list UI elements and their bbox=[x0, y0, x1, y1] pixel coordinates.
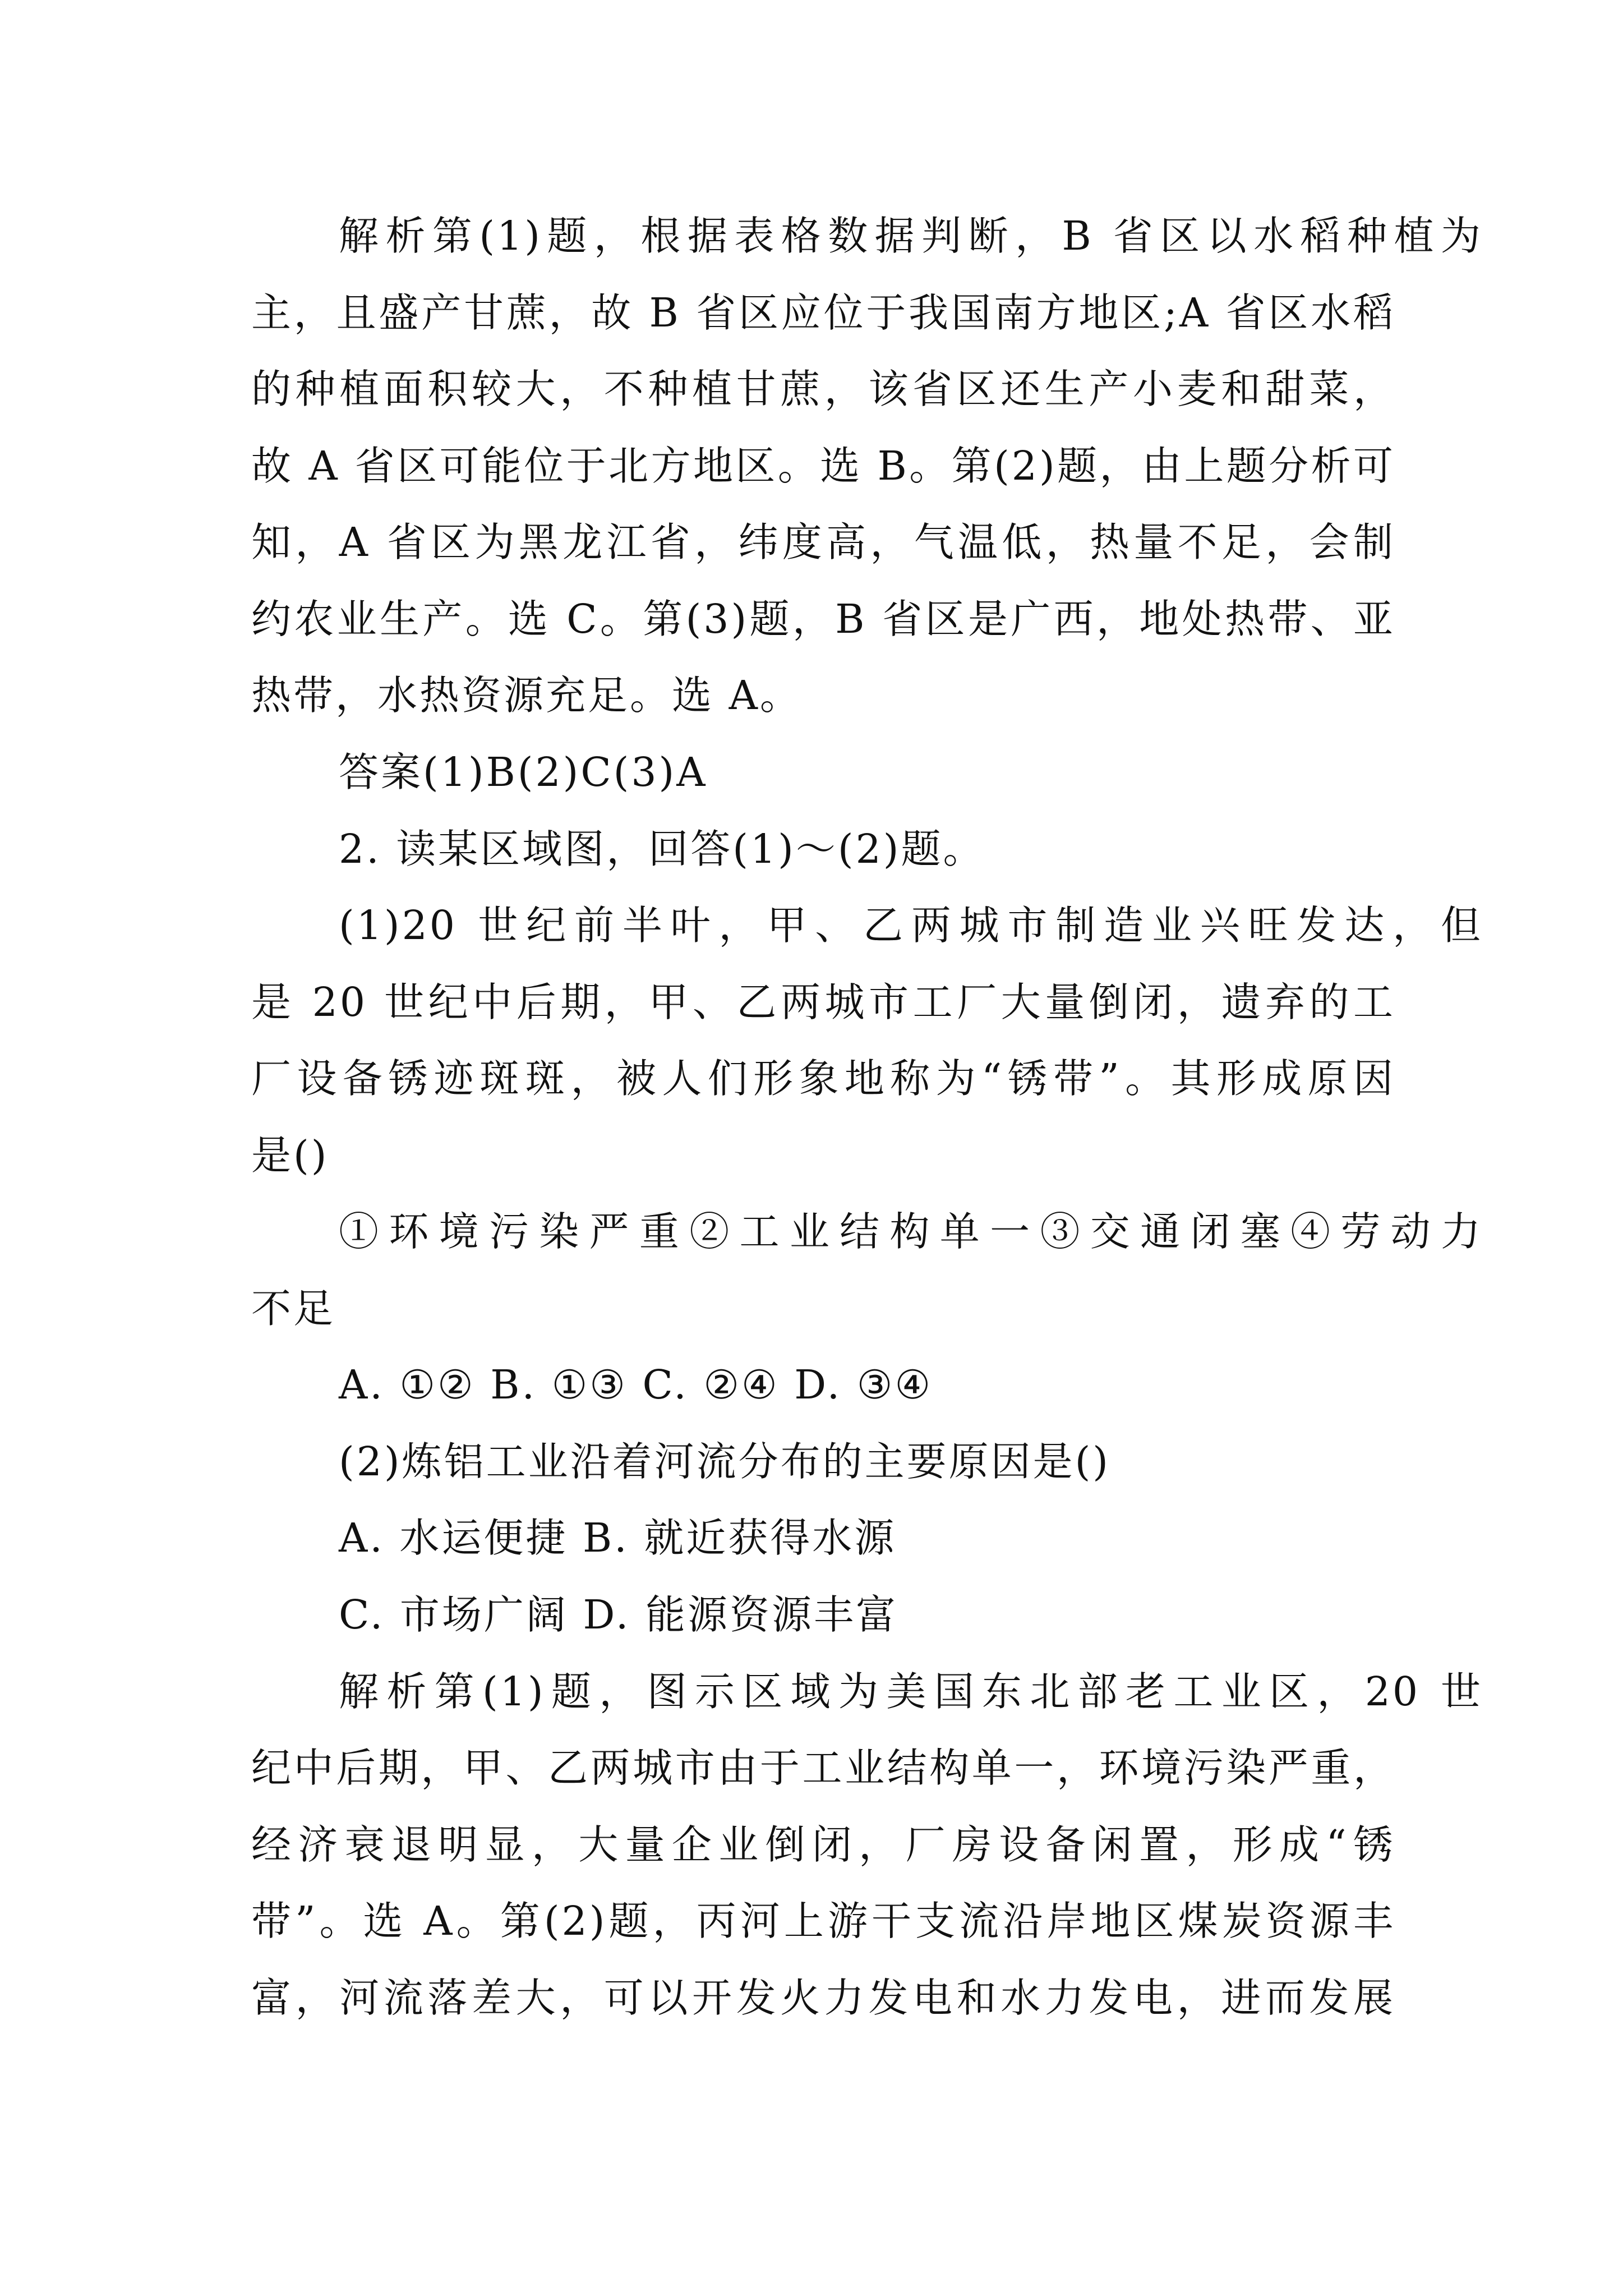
question-2-1-line-2: 是 20 世纪中后期，甲、乙两城市工厂大量倒闭，遗弃的工 bbox=[251, 979, 1395, 1025]
text-line-6: 约农业生产。选 C。第(3)题，B 省区是广西，地处热带、亚 bbox=[251, 596, 1395, 642]
text-line-5: 知，A 省区为黑龙江省，纬度高，气温低，热量不足，会制 bbox=[251, 519, 1395, 565]
options-statements-line-2: 不足 bbox=[251, 1285, 336, 1332]
question-2-2-choices-cd: C. 市场广阔 D. 能源资源丰富 bbox=[339, 1591, 898, 1638]
text-line-4: 故 A 省区可能位于北方地区。选 B。第(2)题，由上题分析可 bbox=[251, 443, 1395, 489]
analysis-2-line-5: 富，河流落差大，可以开发火力发电和水力发电，进而发展 bbox=[251, 1975, 1395, 2021]
question-2-1-line-4: 是() bbox=[251, 1132, 329, 1179]
question-2-1-choices: A. ①② B. ①③ C. ②④ D. ③④ bbox=[339, 1361, 933, 1408]
analysis-2-line-1: 解析第(1)题，图示区域为美国东北部老工业区，20 世 bbox=[339, 1668, 1483, 1715]
analysis-2-line-3: 经济衰退明显，大量企业倒闭，厂房设备闲置，形成“锈 bbox=[251, 1821, 1395, 1868]
answer-line: 答案(1)B(2)C(3)A bbox=[339, 749, 708, 795]
question-2-1-line-1: (1)20 世纪前半叶，甲、乙两城市制造业兴旺发达，但 bbox=[339, 902, 1483, 949]
question-2-2-stem: (2)炼铝工业沿着河流分布的主要原因是() bbox=[339, 1438, 1110, 1485]
question-2-1-line-3: 厂设备锈迹斑斑，被人们形象地称为“锈带”。其形成原因 bbox=[251, 1055, 1395, 1102]
text-line-3: 的种植面积较大，不种植甘蔗，该省区还生产小麦和甜菜， bbox=[251, 366, 1395, 412]
text-line-2: 主，且盛产甘蔗，故 B 省区应位于我国南方地区;A 省区水稻 bbox=[251, 289, 1395, 336]
analysis-2-line-2: 纪中后期，甲、乙两城市由于工业结构单一，环境污染严重， bbox=[251, 1745, 1395, 1791]
text-line-7: 热带，水热资源充足。选 A。 bbox=[251, 672, 802, 719]
question-2-title: 2. 读某区域图，回答(1)～(2)题。 bbox=[339, 826, 985, 872]
question-2-2-choices-ab: A. 水运便捷 B. 就近获得水源 bbox=[339, 1515, 897, 1561]
options-statements-line-1: ①环境污染严重②工业结构单一③交通闭塞④劳动力 bbox=[339, 1208, 1483, 1255]
analysis-2-line-4: 带”。选 A。第(2)题，丙河上游干支流沿岸地区煤炭资源丰 bbox=[251, 1898, 1395, 1944]
text-line-1: 解析第(1)题，根据表格数据判断，B 省区以水稻种植为 bbox=[339, 213, 1483, 259]
